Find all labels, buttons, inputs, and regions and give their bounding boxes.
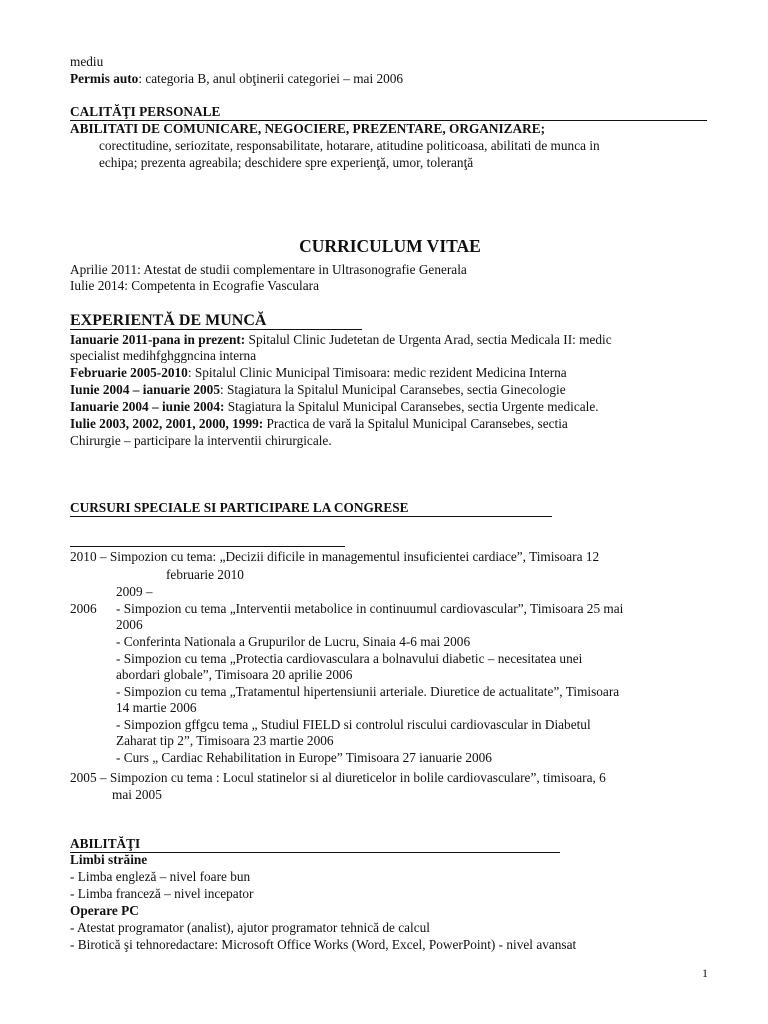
course-2006-line: - Simpozion cu tema „Interventii metabolice in continuumul cardiovascular”, Timisoara 25 mai <box>116 601 624 616</box>
courses-divider <box>70 546 345 547</box>
experience-item-cont: Chirurgie – participare la interventii chirurgicale. <box>70 433 332 448</box>
page-number: 1 <box>702 966 708 980</box>
personal-skills-heading: ABILITATI DE COMUNICARE, NEGOCIERE, PREZENTARE, ORGANIZARE; <box>70 121 546 136</box>
course-2006-line: - Conferinta Nationala a Grupurilor de Lucru, Sinaia 4-6 mai 2006 <box>116 634 471 649</box>
course-2006-line: - Simpozion gffgcu tema „ Studiul FIELD si controlul riscului cardiovascular in Diabetul <box>116 717 591 732</box>
course-2006-line: abordari globale”, Timisoara 20 aprilie 2006 <box>116 667 353 682</box>
experience-date: Iulie 2003, 2002, 2001, 2000, 1999: <box>70 416 264 431</box>
course-2006-line: Zaharat tip 2”, Timisoara 23 martie 2006 <box>116 733 334 748</box>
course-2006-line: - Curs „ Cardiac Rehabilitation in Europe” Timisoara 27 ianuarie 2006 <box>116 750 492 765</box>
course-2006-line: - Simpozion cu tema „Tratamentul hipertensiunii arteriale. Diuretice de actualitate”, Timisoara <box>116 684 620 699</box>
experience-heading: EXPERIENTĂ DE MUNCĂ <box>70 313 362 330</box>
course-2005-cont: mai 2005 <box>112 787 162 802</box>
experience-date: Ianuarie 2011-pana in prezent: <box>70 332 246 347</box>
experience-text: Practica de vară la Spitalul Municipal Caransebes, sectia <box>263 416 568 431</box>
course-2006-line: 2006 <box>116 617 143 632</box>
intro-line: mediu <box>70 54 104 69</box>
permis-label: Permis auto <box>70 71 139 86</box>
personal-heading: CALITĂŢI PERSONALE <box>70 104 707 121</box>
permis-text: : categoria B, anul obţinerii categoriei – mai 2006 <box>138 71 404 86</box>
course-2006-line: 14 martie 2006 <box>116 700 197 715</box>
course-2006-line: - Simpozion cu tema „Protectia cardiovasculara a bolnavului diabetic – necesitatea unei <box>116 651 583 666</box>
pc-item: - Atestat programator (analist), ajutor programator tehnică de calcul <box>70 920 430 935</box>
personal-line-2: echipa; prezenta agreabila; deschidere spre experienţă, umor, toleranţă <box>99 155 474 170</box>
experience-item-cont: specialist medihfghggncina interna <box>70 348 257 363</box>
course-2005: 2005 – Simpozion cu tema : Locul statinelor si al diureticelor in bolile cardiovasculare”, timisoara, 6 <box>70 770 606 785</box>
experience-item <box>70 365 567 381</box>
experience-text: Stagiatura la Spitalul Municipal Caransebes, sectia Urgente medicale. <box>224 399 599 414</box>
pc-item: - Birotică şi tehnoredactare: Microsoft Office Works (Word, Excel, PowerPoint) - nivel avansat <box>70 937 577 952</box>
experience-item <box>70 416 568 432</box>
experience-item <box>70 332 612 348</box>
pc-heading: Operare PC <box>70 903 139 918</box>
course-2010: 2010 – Simpozion cu tema: „Decizii dificile in managementul insuficientei cardiace”, Timisoara 12 <box>70 549 600 564</box>
personal-line-1: corectitudine, seriozitate, responsabilitate, hotarare, atitudine politicoasa, abilitati de munca in <box>99 138 600 153</box>
abilities-heading: ABILITĂŢI <box>70 836 560 853</box>
cv-title: CURRICULUM VITAE <box>299 236 481 256</box>
course-year-2006: 2006 <box>70 601 97 616</box>
cv-line-2: Iulie 2014: Competenta in Ecografie Vasculara <box>70 278 319 293</box>
language-item: - Limba engleză – nivel foare bun <box>70 869 251 884</box>
experience-date: Ianuarie 2004 – iunie 2004: <box>70 399 225 414</box>
experience-date: Iunie 2004 – ianuarie 2005 <box>70 382 220 397</box>
experience-date: Februarie 2005-2010 <box>70 365 188 380</box>
experience-item <box>70 382 566 398</box>
course-2009: 2009 – <box>116 584 153 599</box>
experience-text: : Spitalul Clinic Municipal Timisoara: medic rezident Medicina Interna <box>187 365 567 380</box>
permis-line <box>70 71 403 87</box>
language-item: - Limba franceză – nivel incepator <box>70 886 254 901</box>
experience-text: Spitalul Clinic Judetetan de Urgenta Arad, sectia Medicala II: medic <box>245 332 612 347</box>
courses-heading: CURSURI SPECIALE SI PARTICIPARE LA CONGRESE <box>70 500 552 517</box>
cv-line-1: Aprilie 2011: Atestat de studii complementare in Ultrasonografie Generala <box>70 262 467 277</box>
experience-text: : Stagiatura la Spitalul Municipal Caransebes, sectia Ginecologie <box>219 382 566 397</box>
experience-item <box>70 399 599 415</box>
languages-heading: Limbi străine <box>70 852 148 867</box>
course-2010-cont: februarie 2010 <box>166 567 244 582</box>
